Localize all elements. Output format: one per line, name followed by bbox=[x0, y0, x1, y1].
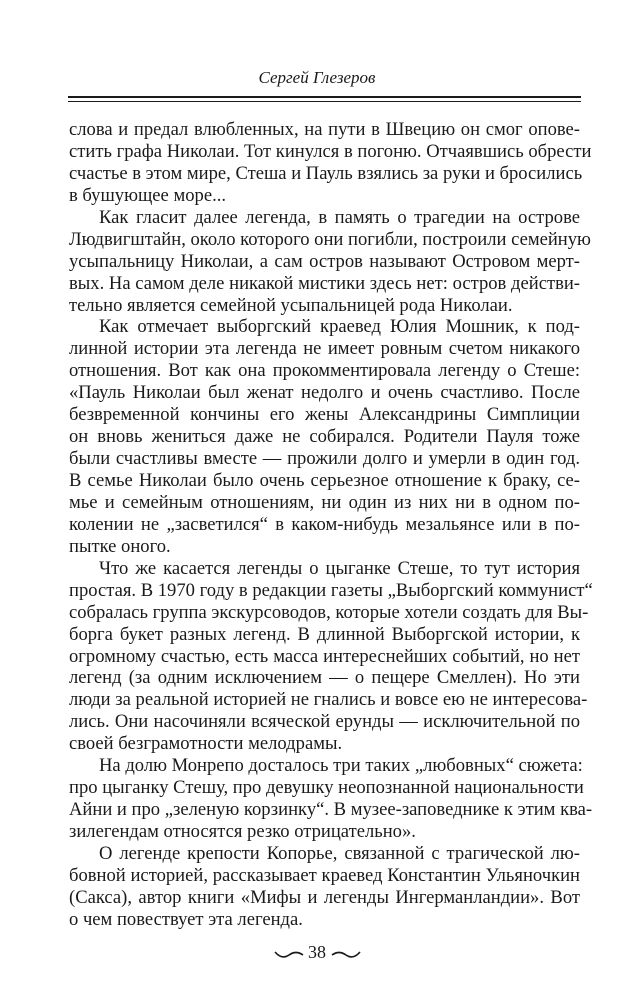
text-line: он вновь жениться даже не собирался. Родители Пауля тоже bbox=[69, 426, 580, 448]
text-line: зилегендам относятся резко отрицательно». bbox=[69, 821, 416, 842]
text-line: О легенде крепости Копорье, связанной с трагической лю- bbox=[99, 842, 580, 864]
text-line: собралась группа экскурсоводов, которые хотели создать для Вы- bbox=[69, 601, 589, 623]
header-rule-thick bbox=[68, 96, 581, 98]
text-line: были счастливы вместе — прожили долго и умерли в один год. bbox=[69, 448, 580, 470]
text-line: своей безграмотности мелодрамы. bbox=[69, 733, 343, 755]
text-line: На долю Монрепо досталось три таких „любовных“ сюжета: bbox=[99, 755, 583, 777]
running-head-author: Сергей Глезеров bbox=[258, 68, 376, 87]
text-line: стить графа Николаи. Тот кинулся в погоню. Отчаявшись обрести bbox=[69, 140, 592, 162]
text-line: лись. Они насочиняли всяческой ерунды — исключительной по bbox=[69, 711, 580, 733]
text-line: вых. На самом деле никакой мистики здесь нет: остров действи- bbox=[69, 272, 580, 294]
paragraph bbox=[69, 206, 591, 317]
text-line: Людвигштайн, около которого они погибли, построили семейную bbox=[69, 228, 591, 250]
text-line: Как гласит далее легенда, в память о трагедии на острове bbox=[99, 206, 580, 228]
paragraph bbox=[69, 119, 592, 207]
paragraph bbox=[69, 843, 580, 931]
text-line: мье и семейным отношениям, ни один из них ни в одном по- bbox=[69, 491, 580, 513]
page-body-text bbox=[69, 119, 593, 931]
tilde-ornament-right-icon bbox=[331, 948, 361, 960]
text-line: пытке оного. bbox=[69, 535, 171, 557]
paragraph bbox=[69, 755, 593, 843]
text-line: борга букет разных легенд. В длинной Выборгской истории, к bbox=[69, 623, 580, 645]
text-line: слова и предал влюбленных, на пути в Швецию он смог опове- bbox=[69, 119, 580, 140]
paragraph bbox=[69, 557, 593, 755]
text-line: отношения. Вот как она прокомментировала легенду о Стеше: bbox=[69, 360, 580, 382]
text-line: счастье в этом мире, Стеша и Пауль взялись за руки и бросились bbox=[69, 162, 583, 184]
text-line: про цыганку Стешу, про девушку неопознанной национальности bbox=[69, 777, 584, 799]
text-line: люди за реальной историей не гнались и вовсе ею не интересова- bbox=[69, 689, 588, 711]
text-line: «Пауль Николаи был женат недолго и очень счастливо. После bbox=[69, 382, 580, 404]
text-line: в бушующее море... bbox=[69, 184, 227, 206]
text-line: тельно является семейной усыпальницей рода Николаи. bbox=[69, 294, 513, 316]
text-line: (Сакса), автор книги «Мифы и легенды Ингерманландии». Вот bbox=[69, 886, 580, 908]
text-line: колении не „засветился“ в каком-нибудь мезальянсе или в по- bbox=[69, 513, 580, 535]
text-line: линной истории эта легенда не имеет ровным счетом никакого bbox=[69, 338, 580, 360]
text-line: простая. В 1970 году в редакции газеты „Выборгский коммунист“ bbox=[69, 579, 593, 601]
page-number-text: 38 bbox=[308, 942, 326, 962]
text-line: безвременной кончины его жены Александрины Симплиции bbox=[69, 404, 580, 426]
text-line: бовной историей, рассказывает краевед Константин Ульяночкин bbox=[69, 864, 580, 886]
tilde-ornament-left-icon bbox=[274, 948, 304, 960]
text-line: В семье Николаи было очень серьезное отношение к браку, се- bbox=[69, 470, 580, 491]
text-line: огромному счастью, есть масса интереснейших событий, но нет bbox=[69, 645, 580, 667]
paragraph bbox=[69, 316, 580, 557]
text-line: легенд (за одним исключением — о пещере Смеллен). Но эти bbox=[69, 667, 580, 689]
page-number bbox=[0, 942, 634, 963]
text-line: усыпальницу Николаи, а сам остров называют Островом мерт- bbox=[69, 250, 580, 272]
text-line: Что же касается легенды о цыганке Стеше, то тут история bbox=[99, 557, 580, 579]
text-line: Айни и про „зеленую корзинку“. В музее-заповеднике к этим ква- bbox=[69, 799, 593, 821]
text-line: о чем повествует эта легенда. bbox=[69, 908, 303, 930]
text-line: Как отмечает выборгский краевед Юлия Мошник, к под- bbox=[99, 316, 580, 338]
header-rule-thin bbox=[68, 101, 581, 102]
